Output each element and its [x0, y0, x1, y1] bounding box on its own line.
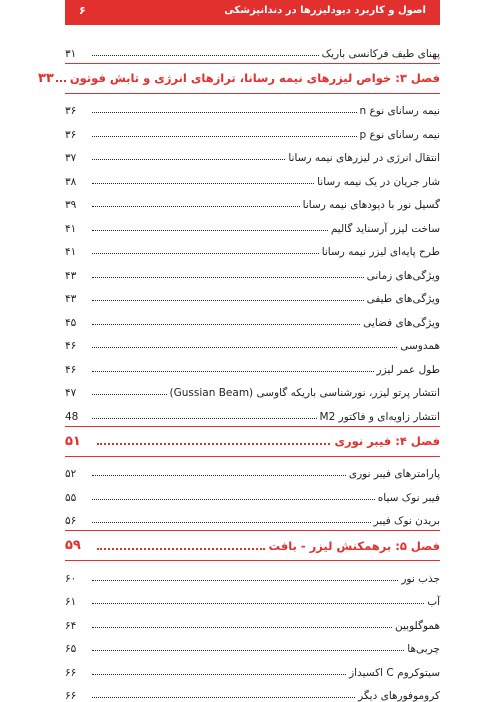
toc-entry[interactable] — [65, 36, 440, 60]
toc-entry[interactable] — [65, 585, 440, 609]
toc-entry-title: ساخت لیزر آرسناید گالیم — [329, 223, 440, 235]
toc-entry[interactable] — [65, 258, 440, 282]
toc-entry-title: ویژگی‌های فضایی — [361, 317, 440, 329]
toc-entry-title: نیمه رسانای نوع p — [358, 129, 441, 141]
toc-entry-page: ۳۶ — [65, 105, 91, 117]
toc-entry-page: ۵۵ — [65, 492, 91, 504]
chapter-3-entries — [65, 94, 440, 423]
dot-leader — [92, 394, 167, 395]
toc-entry-title: جذب نور — [399, 573, 440, 585]
dot-leader — [92, 230, 328, 231]
toc-entry[interactable] — [65, 561, 440, 585]
dot-leader — [56, 80, 66, 82]
toc-entry-title: فیبر نوک سیاه — [376, 492, 440, 504]
dot-leader — [92, 580, 398, 581]
dot-leader — [92, 136, 357, 137]
toc-entry[interactable] — [65, 211, 440, 235]
toc-entry-page: ۳۶ — [65, 129, 91, 141]
toc-entry-page: ۵۲ — [65, 468, 91, 480]
chapter-heading-3[interactable] — [65, 63, 440, 94]
toc-entry[interactable] — [65, 655, 440, 679]
toc-entry-page: ۴۷ — [65, 387, 91, 399]
toc-entry-title: بریدن نوک فیبر — [372, 515, 440, 527]
toc-entry-title: کروموفورهای دیگر — [356, 690, 440, 702]
toc-entry[interactable] — [65, 282, 440, 306]
toc-entry-title: ویژگی‌های زمانی — [365, 270, 440, 282]
toc-entry-title: طرح پایه‌ای لیزر نیمه رسانا — [320, 246, 440, 258]
toc-entry[interactable] — [65, 117, 440, 141]
toc-entry-page: ۶۶ — [65, 667, 91, 679]
chapter-page: ۳۳ — [38, 71, 54, 86]
toc-entry[interactable] — [65, 94, 440, 118]
dot-leader — [92, 324, 360, 325]
dot-leader — [92, 206, 300, 207]
dot-leader — [92, 277, 364, 278]
dot-leader — [92, 371, 374, 372]
toc-entry-page: ۶۱ — [65, 596, 91, 608]
toc-entry-title: سیتوکروم C اکسیداز — [347, 667, 440, 679]
header-page-number: ۶ — [79, 4, 86, 17]
chapter-page: ۵۹ — [65, 538, 95, 553]
dot-leader — [92, 475, 346, 476]
toc-entry-page: ۴۶ — [65, 340, 91, 352]
toc-entry-page: ۴۳ — [65, 293, 91, 305]
toc-entry-title: هموگلوبین — [393, 620, 440, 632]
dot-leader — [92, 674, 346, 675]
toc-entry[interactable] — [65, 164, 440, 188]
chapter-5-entries — [65, 561, 440, 702]
chapter-heading-5[interactable] — [65, 530, 440, 561]
header-title: اصول و کاربرد دیودلیزرها در دندانپزشکی — [224, 5, 426, 16]
toc-entry[interactable] — [65, 608, 440, 632]
toc-entry[interactable] — [65, 679, 440, 702]
dot-leader — [92, 159, 285, 160]
toc-entry[interactable] — [65, 399, 440, 423]
chapter-title: فصل ۵: برهمکنش لیزر - بافت — [267, 539, 440, 553]
toc-entry-title: نیمه رسانای نوع n — [358, 105, 440, 117]
toc-entry-title: پهنای طیف فرکانسی باریک — [320, 48, 440, 60]
chapter-4-entries — [65, 457, 440, 528]
toc-entry-page: ۳۸ — [65, 176, 91, 188]
toc-entry[interactable] — [65, 504, 440, 528]
dot-leader — [92, 55, 319, 56]
toc-entry-title: طول عمر لیزر — [375, 364, 440, 376]
toc-entry-title: ویژگی‌های طیفی — [365, 293, 440, 305]
toc-entry-title: شار جریان در یک نیمه رسانا — [315, 176, 440, 188]
toc-entry[interactable] — [65, 632, 440, 656]
toc-entry[interactable] — [65, 376, 440, 400]
toc-entry-page: ۵۶ — [65, 515, 91, 527]
toc-entry-page: ۴۳ — [65, 270, 91, 282]
dot-leader — [92, 499, 375, 500]
toc-entry-title: انتشار زاویه‌ای و فاکتور M2 — [318, 411, 440, 423]
toc-entry-page: ۴۶ — [65, 364, 91, 376]
toc-entry[interactable] — [65, 235, 440, 259]
toc-entry[interactable] — [65, 188, 440, 212]
dot-leader — [92, 697, 355, 698]
chapter-title: فصل ۳: خواص لیزرهای نیمه رسانا، ترازهای انرژی و تابش فوتون — [68, 71, 440, 85]
toc-entry-title: انتشار پرتو لیزر، نورشناسی باریکه گاوسی (Gussian Beam) — [168, 387, 440, 399]
toc-entry[interactable] — [65, 305, 440, 329]
toc-entry[interactable] — [65, 329, 440, 353]
dot-leader — [92, 253, 319, 254]
toc-entry[interactable] — [65, 457, 440, 481]
toc-entry-page: ۴۱ — [65, 246, 91, 258]
toc-entry[interactable] — [65, 480, 440, 504]
dot-leader — [92, 650, 404, 651]
toc-entry-title: انتقال انرژی در لیزرهای نیمه رسانا — [286, 152, 440, 164]
dot-leader — [92, 603, 424, 604]
dot-leader — [97, 548, 265, 550]
running-header — [65, 0, 440, 25]
chapter-title: فصل ۴: فیبر نوری — [332, 434, 440, 448]
toc-entry-page: ۶۶ — [65, 690, 91, 702]
toc-entry-title: چربی‌ها — [405, 643, 440, 655]
chapter-page: ۵۱ — [65, 434, 95, 449]
toc-entry-page: ۶۵ — [65, 643, 91, 655]
dot-leader — [92, 418, 317, 419]
dot-leader — [92, 300, 364, 301]
toc-entry-page: ۳۷ — [65, 152, 91, 164]
table-of-contents — [65, 36, 440, 702]
toc-entry-title: گسیل نور با دیودهای نیمه رسانا — [301, 199, 440, 211]
toc-entry-page: ۴۵ — [65, 317, 91, 329]
dot-leader — [92, 522, 371, 523]
toc-entry-title: همدوسی — [398, 340, 440, 352]
toc-entry-page: ۶۰ — [65, 573, 91, 585]
chapter-heading-4[interactable] — [65, 426, 440, 457]
toc-entry-title: آب — [425, 596, 440, 608]
toc-entry-page: 48 — [65, 411, 91, 423]
toc-entry-page: ۳۱ — [65, 48, 91, 60]
dot-leader — [92, 112, 357, 113]
dot-leader — [97, 443, 330, 445]
toc-entry-page: ۶۴ — [65, 620, 91, 632]
toc-entry-title: پارامترهای فیبر نوری — [347, 468, 440, 480]
dot-leader — [92, 627, 392, 628]
toc-entry-page: ۴۱ — [65, 223, 91, 235]
toc-entry[interactable] — [65, 141, 440, 165]
dot-leader — [92, 183, 314, 184]
toc-entry[interactable] — [65, 352, 440, 376]
toc-entry-page: ۳۹ — [65, 199, 91, 211]
dot-leader — [92, 347, 397, 348]
